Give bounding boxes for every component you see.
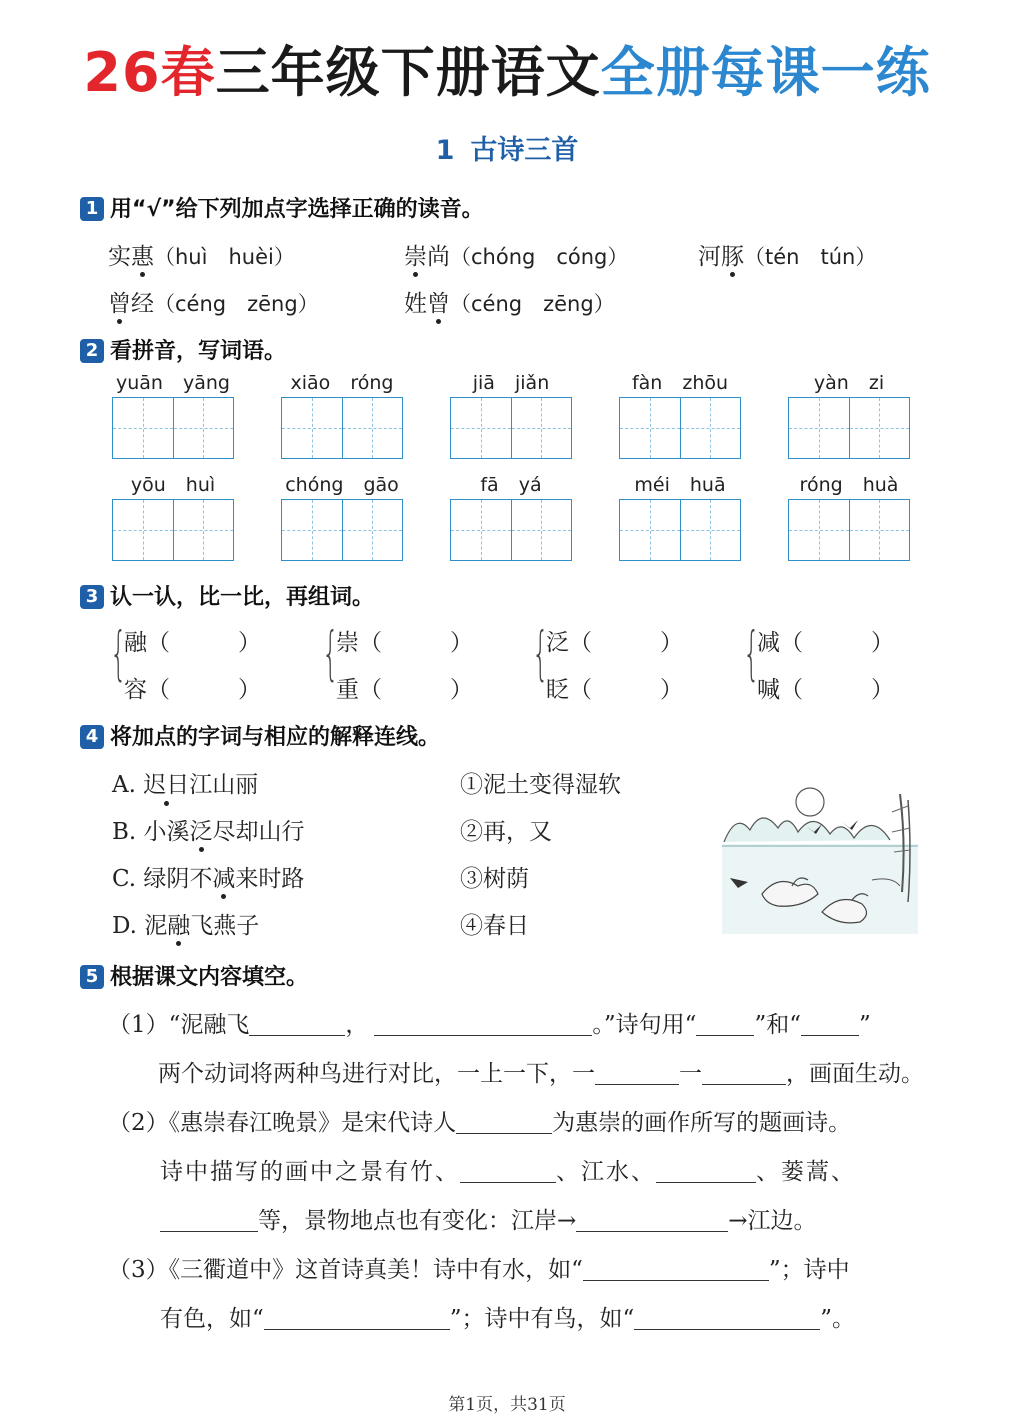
fill-blank[interactable]: [160, 1231, 258, 1232]
q5-text: ，: [345, 1012, 369, 1038]
q1-item-2-options[interactable]: （chóng cóng）: [450, 245, 629, 269]
q1-item-1: [108, 238, 295, 271]
fill-blank[interactable]: [801, 1035, 859, 1036]
q4-pre: 绿阴不: [143, 866, 213, 892]
q3-pair-1-bottom: 容（ ）: [124, 677, 261, 703]
q4-label: B.: [112, 819, 137, 845]
q4-right-4[interactable]: ④春日: [460, 913, 529, 939]
q3-pair-2-top: 崇（ ）: [336, 630, 473, 656]
q4-right-3[interactable]: ③树荫: [460, 866, 529, 892]
q5-text: 一: [679, 1061, 702, 1087]
question-5-heading: [80, 960, 308, 991]
q2-writing-grid[interactable]: [450, 499, 572, 561]
q5-text: →江边。: [728, 1208, 817, 1234]
q4-dotted-word: 迟日: [143, 766, 189, 799]
q4-left-c[interactable]: [112, 860, 304, 893]
q5-part2-line3: [160, 1202, 817, 1235]
fill-blank[interactable]: [576, 1231, 728, 1232]
fill-blank[interactable]: [696, 1035, 754, 1036]
q5-text: ”和“: [754, 1012, 801, 1038]
q2-pinyin: yōu huì: [130, 474, 216, 496]
brace-icon: {: [532, 619, 549, 687]
lesson-number: 1: [435, 135, 455, 166]
q1-item-1-options[interactable]: （huì huèi）: [154, 245, 295, 269]
q5-text: ”: [858, 1012, 871, 1038]
q1-item-3-pre: 河: [698, 244, 721, 270]
fill-blank[interactable]: [595, 1084, 679, 1085]
q3-pair-4-bottom: 喊（ ）: [757, 677, 894, 703]
fill-blank[interactable]: [702, 1084, 786, 1085]
q5-text: 有色，如“: [160, 1306, 264, 1332]
question-4-badge: 4: [80, 725, 104, 749]
q5-text: ”；诗中: [768, 1257, 850, 1283]
q3-char: 减: [757, 630, 780, 656]
q2-pinyin: jiā jiǎn: [472, 372, 550, 394]
q4-dotted-char: 减: [212, 866, 236, 892]
q5-text: 两个动词将两种鸟进行对比，一上一下，一: [158, 1061, 595, 1087]
q5-text: （2）《惠崇春江晚景》是宋代诗人: [108, 1110, 457, 1136]
q3-pair-3-bottom: 眨（ ）: [546, 677, 683, 703]
q5-text: （1）“泥融飞: [108, 1012, 250, 1038]
q2-pinyin: fàn zhōu: [631, 372, 729, 394]
q3-char: 重: [336, 677, 359, 703]
q5-part2-line1: [108, 1104, 851, 1137]
q1-item-2-post: 尚: [427, 244, 450, 270]
q2-writing-grid[interactable]: [788, 397, 910, 459]
q5-part1-line2: [158, 1055, 924, 1088]
q1-item-2: [404, 238, 628, 271]
q3-char: 泛: [546, 630, 569, 656]
q1-item-4-options[interactable]: （céng zēng）: [154, 292, 319, 316]
q1-item-4: [108, 285, 319, 318]
brace-icon: {: [110, 619, 127, 687]
q1-item-5-pre: 姓: [404, 291, 427, 317]
q5-text: ，画面生动。: [786, 1061, 924, 1087]
q2-writing-grid[interactable]: [112, 499, 234, 561]
q1-item-3-options[interactable]: （tén tún）: [744, 245, 877, 269]
q4-dotted-char: 融: [167, 913, 191, 939]
q5-text: 为惠崇的画作所写的题画诗。: [552, 1110, 852, 1136]
lesson-title: [0, 128, 1014, 167]
q5-part2-line2: [160, 1153, 856, 1186]
fill-blank[interactable]: [634, 1329, 820, 1330]
fill-blank[interactable]: [249, 1035, 345, 1036]
q1-item-5: [404, 285, 615, 318]
q4-label: C.: [112, 866, 137, 892]
page-footer: 第1页，共31页: [448, 1395, 566, 1415]
fill-blank[interactable]: [264, 1329, 450, 1330]
q3-pair-1-top: 融（ ）: [124, 630, 261, 656]
q2-writing-grid[interactable]: [788, 499, 910, 561]
banner-red: 26春: [83, 41, 216, 104]
question-1-badge: 1: [80, 197, 104, 221]
q1-item-5-dot: 曾: [427, 291, 450, 317]
page-banner: [0, 30, 1014, 107]
q4-dotted-char: 泛: [189, 819, 213, 845]
q4-left-a[interactable]: [112, 766, 258, 799]
q3-char: 喊: [757, 677, 780, 703]
q1-item-4-post: 经: [131, 291, 154, 317]
question-1-heading: [80, 192, 484, 223]
q5-text: ”。: [820, 1306, 856, 1332]
q4-pre: 小溪: [143, 819, 190, 845]
q1-item-1-pre: 实: [108, 244, 131, 270]
q2-writing-grid[interactable]: [619, 397, 741, 459]
q4-rest: 飞燕子: [190, 913, 260, 939]
q4-label: D.: [112, 913, 137, 939]
q5-text: 。”诗句用“: [592, 1012, 697, 1038]
q4-left-b[interactable]: [112, 813, 305, 846]
q4-rest: 来时路: [235, 866, 305, 892]
q1-item-5-options[interactable]: （céng zēng）: [450, 292, 615, 316]
fill-blank[interactable]: [656, 1182, 756, 1183]
q1-item-4-dot: 曾: [108, 291, 131, 317]
banner-black: 三年级下册语文: [215, 41, 601, 104]
fill-blank[interactable]: [374, 1035, 592, 1036]
q5-text: ”；诗中有鸟，如“: [449, 1306, 635, 1332]
q5-text: 诗中描写的画中之景有竹、: [160, 1159, 460, 1185]
q2-writing-grid[interactable]: [450, 397, 572, 459]
q2-writing-grid[interactable]: [112, 397, 234, 459]
q2-writing-grid[interactable]: [619, 499, 741, 561]
question-5-badge: 5: [80, 965, 104, 989]
question-4-heading: [80, 720, 440, 751]
question-5-title: 根据课文内容填空。: [110, 965, 309, 990]
question-1-title: 用“√”给下列加点字选择正确的读音。: [110, 197, 484, 222]
q5-part1-line1: [108, 1006, 871, 1039]
question-2-heading: [80, 334, 286, 365]
q5-part3-line1: [108, 1251, 850, 1284]
q3-pair-3-top: 泛（ ）: [546, 630, 683, 656]
q4-right-2[interactable]: ②再，又: [460, 819, 552, 845]
q1-item-2-dot: 崇: [404, 244, 427, 270]
question-3-title: 认一认，比一比，再组词。: [110, 585, 375, 610]
fill-blank[interactable]: [460, 1182, 556, 1183]
brace-icon: {: [743, 619, 760, 687]
q4-label: A.: [112, 772, 136, 798]
q3-char: 容: [124, 677, 147, 703]
q3-char: 崇: [336, 630, 359, 656]
q5-part3-line2: [160, 1300, 855, 1333]
q3-char: 融: [124, 630, 147, 656]
q2-pinyin: chóng gāo: [285, 474, 399, 496]
q1-item-3: [698, 238, 876, 271]
lesson-name: 古诗三首: [470, 135, 579, 166]
q4-left-d[interactable]: [112, 907, 259, 940]
q5-text: 等，景物地点也有变化：江岸→: [258, 1208, 577, 1234]
q3-pair-4-top: 减（ ）: [757, 630, 894, 656]
q2-writing-grid[interactable]: [281, 499, 403, 561]
q3-pair-2-bottom: 重（ ）: [336, 677, 473, 703]
q4-rest: 尽却山行: [212, 819, 305, 845]
q2-pinyin: yàn zi: [813, 372, 885, 394]
q2-pinyin: méi huā: [634, 474, 726, 496]
q5-text: 、蒌蒿、: [756, 1159, 856, 1185]
banner-blue: 全册每课一练: [600, 41, 931, 104]
q2-pinyin: róng huà: [799, 474, 899, 496]
q2-writing-grid[interactable]: [281, 397, 403, 459]
q1-item-1-dot: 惠: [131, 244, 154, 270]
q3-char: 眨: [546, 677, 569, 703]
q5-text: （3）《三衢道中》这首诗真美！诗中有水，如“: [108, 1257, 583, 1283]
q1-item-3-dot: 豚: [721, 244, 744, 270]
question-3-heading: [80, 580, 374, 611]
q2-pinyin: fā yá: [480, 474, 542, 496]
q4-right-1[interactable]: ①泥土变得湿软: [460, 772, 621, 798]
question-3-badge: 3: [80, 585, 104, 609]
brace-icon: {: [322, 619, 339, 687]
fill-blank[interactable]: [456, 1133, 552, 1134]
fill-blank[interactable]: [583, 1280, 769, 1281]
q4-pre: 泥: [144, 913, 168, 939]
q4-rest: 江山丽: [189, 772, 259, 798]
spring-river-illustration: [722, 782, 918, 934]
q2-pinyin: yuān yāng: [115, 372, 230, 394]
q5-text: 、江水、: [556, 1159, 656, 1185]
q2-pinyin: xiāo róng: [290, 372, 394, 394]
question-2-title: 看拼音，写词语。: [110, 339, 287, 364]
question-2-badge: 2: [80, 339, 104, 363]
question-4-title: 将加点的字词与相应的解释连线。: [110, 725, 441, 750]
